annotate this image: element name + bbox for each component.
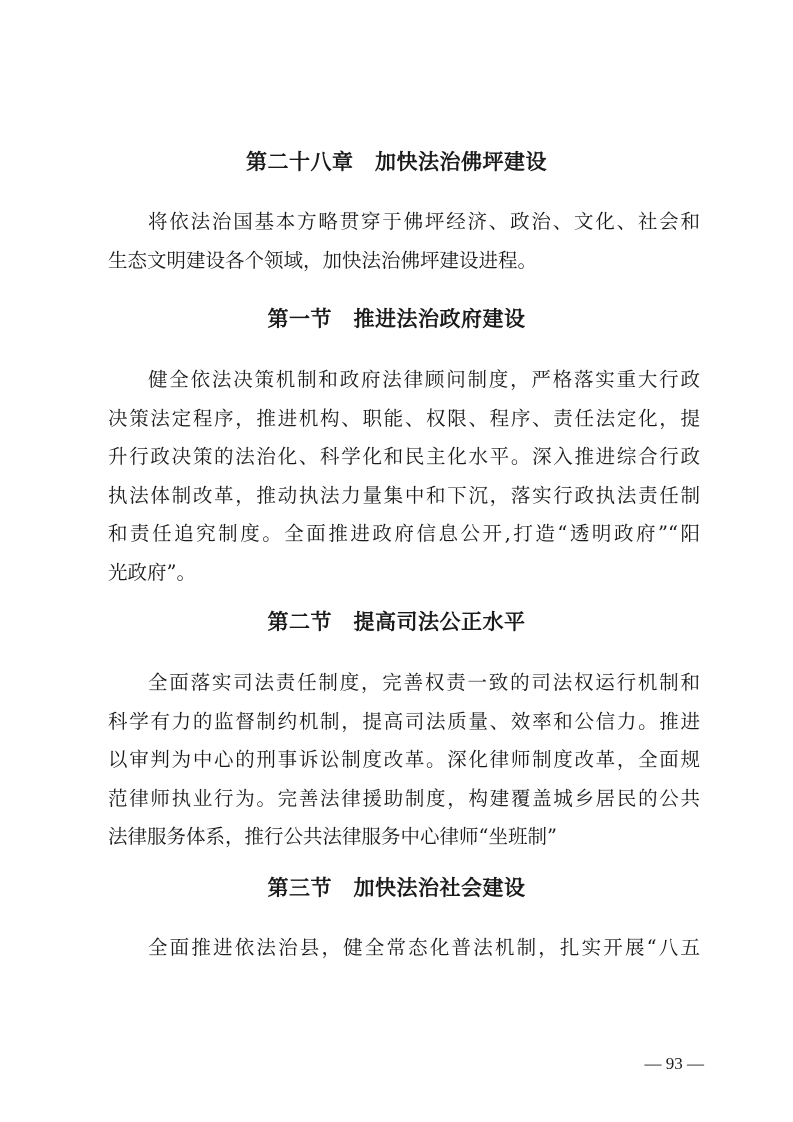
paragraph-line: 全面推进依法治县，健全常态化普法机制，扎实开展“八五 bbox=[148, 936, 700, 959]
page-number: — 93 — bbox=[644, 1054, 704, 1073]
section-2-paragraph bbox=[108, 664, 700, 857]
paragraph-line: 将依法治国基本方略贯穿于佛坪经济、政治、文化、社会和 bbox=[148, 210, 700, 233]
section-1-paragraph bbox=[108, 361, 700, 592]
paragraph-line: 生态文明建设各个领域，加快法治佛坪建设进程。 bbox=[108, 248, 538, 272]
section-3-paragraph bbox=[108, 929, 700, 968]
paragraph-line: 执法体制改革，推动执法力量集中和下沉，落实行政执法责任制 bbox=[108, 483, 700, 507]
section-3-title: 第三节 加快法治社会建设 bbox=[267, 876, 526, 900]
paragraph-line: 范律师执业行为。完善法律援助制度，构建覆盖城乡居民的公共 bbox=[108, 786, 700, 810]
paragraph-line: 健全依法决策机制和政府法律顾问制度，严格落实重大行政 bbox=[148, 368, 700, 391]
paragraph-line: 决策法定程序，推进机构、职能、权限、程序、责任法定化，提 bbox=[108, 406, 700, 430]
paragraph-line: 和责任追究制度。全面推进政府信息公开,打造“透明政府”“阳 bbox=[108, 522, 700, 545]
paragraph-line: 法律服务体系，推行公共法律服务中心律师“坐班制” bbox=[108, 825, 557, 848]
section-2-title: 第二节 提高司法公正水平 bbox=[267, 610, 526, 634]
paragraph-line: 全面落实司法责任制度，完善权责一致的司法权运行机制和 bbox=[148, 671, 700, 694]
paragraph-line: 科学有力的监督制约机制，提高司法质量、效率和公信力。推进 bbox=[108, 709, 700, 733]
paragraph-line: 以审判为中心的刑事诉讼制度改革。深化律师制度改革，全面规 bbox=[108, 748, 700, 771]
chapter-title: 第二十八章 加快法治佛坪建设 bbox=[246, 150, 547, 174]
intro-paragraph bbox=[108, 203, 700, 280]
paragraph-line: 光政府”。 bbox=[108, 560, 196, 584]
section-1-title: 第一节 推进法治政府建设 bbox=[267, 307, 526, 331]
paragraph-line: 升行政决策的法治化、科学化和民主化水平。深入推进综合行政 bbox=[108, 445, 700, 468]
